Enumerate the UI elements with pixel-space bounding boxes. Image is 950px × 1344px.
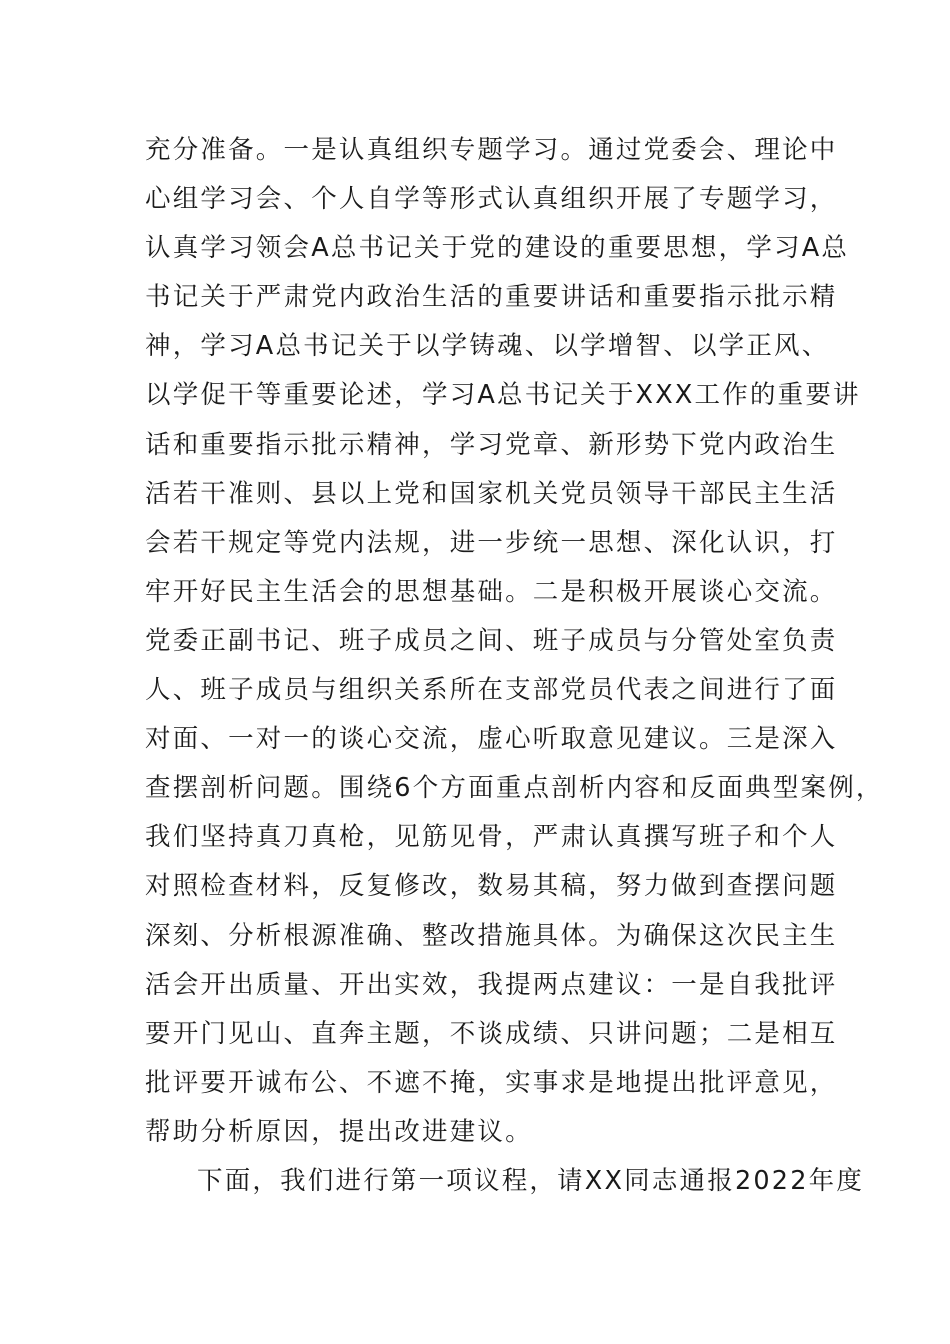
text-line: 会若干规定等党内法规，进一步统一思想、深化认识，打 (145, 527, 838, 558)
text-line: 查摆剖析问题。围绕6个方面重点剖析内容和反面典型案例， (145, 773, 884, 804)
text-line: 书记关于严肃党内政治生活的重要讲话和重要指示批示精 (145, 282, 838, 313)
text-line: 批评要开诚布公、不遮不掩，实事求是地提出批评意见， (145, 1067, 838, 1098)
text-line: 认真学习领会A总书记关于党的建设的重要思想，学习A总 (145, 233, 850, 264)
text-line: 活若干准则、县以上党和国家机关党员领导干部民主生活 (145, 478, 838, 509)
paragraph (145, 126, 884, 1157)
text-line: 下面，我们进行第一项议程，请XX同志通报2022年度 (197, 1165, 865, 1196)
text-line: 人、班子成员与组织关系所在支部党员代表之间进行了面 (145, 675, 838, 706)
text-line: 神，学习A总书记关于以学铸魂、以学增智、以学正风、 (145, 331, 830, 362)
text-line: 党委正副书记、班子成员之间、班子成员与分管处室负责 (145, 625, 838, 656)
text-line: 我们坚持真刀真枪，见筋见骨，严肃认真撰写班子和个人 (145, 822, 838, 853)
text-line: 牢开好民主生活会的思想基础。二是积极开展谈心交流。 (145, 576, 838, 607)
text-line: 对照检查材料，反复修改，数易其稿，努力做到查摆问题 (145, 871, 838, 902)
text-line: 要开门见山、直奔主题，不谈成绩、只讲问题；二是相互 (145, 1018, 838, 1049)
paragraph (145, 1157, 865, 1206)
body-text (145, 126, 884, 1206)
text-line: 以学促干等重要论述，学习A总书记关于XXX工作的重要讲 (145, 380, 861, 411)
text-line: 帮助分析原因，提出改进建议。 (145, 1116, 533, 1147)
text-line: 充分准备。一是认真组织专题学习。通过党委会、理论中 (145, 135, 838, 165)
text-line: 深刻、分析根源准确、整改措施具体。为确保这次民主生 (145, 920, 838, 951)
text-line: 心组学习会、个人自学等形式认真组织开展了专题学习， (145, 184, 838, 215)
text-line: 活会开出质量、开出实效，我提两点建议：一是自我批评 (145, 969, 838, 1000)
text-line: 对面、一对一的谈心交流，虚心听取意见建议。三是深入 (145, 724, 838, 755)
text-line: 话和重要指示批示精神，学习党章、新形势下党内政治生 (145, 429, 838, 460)
